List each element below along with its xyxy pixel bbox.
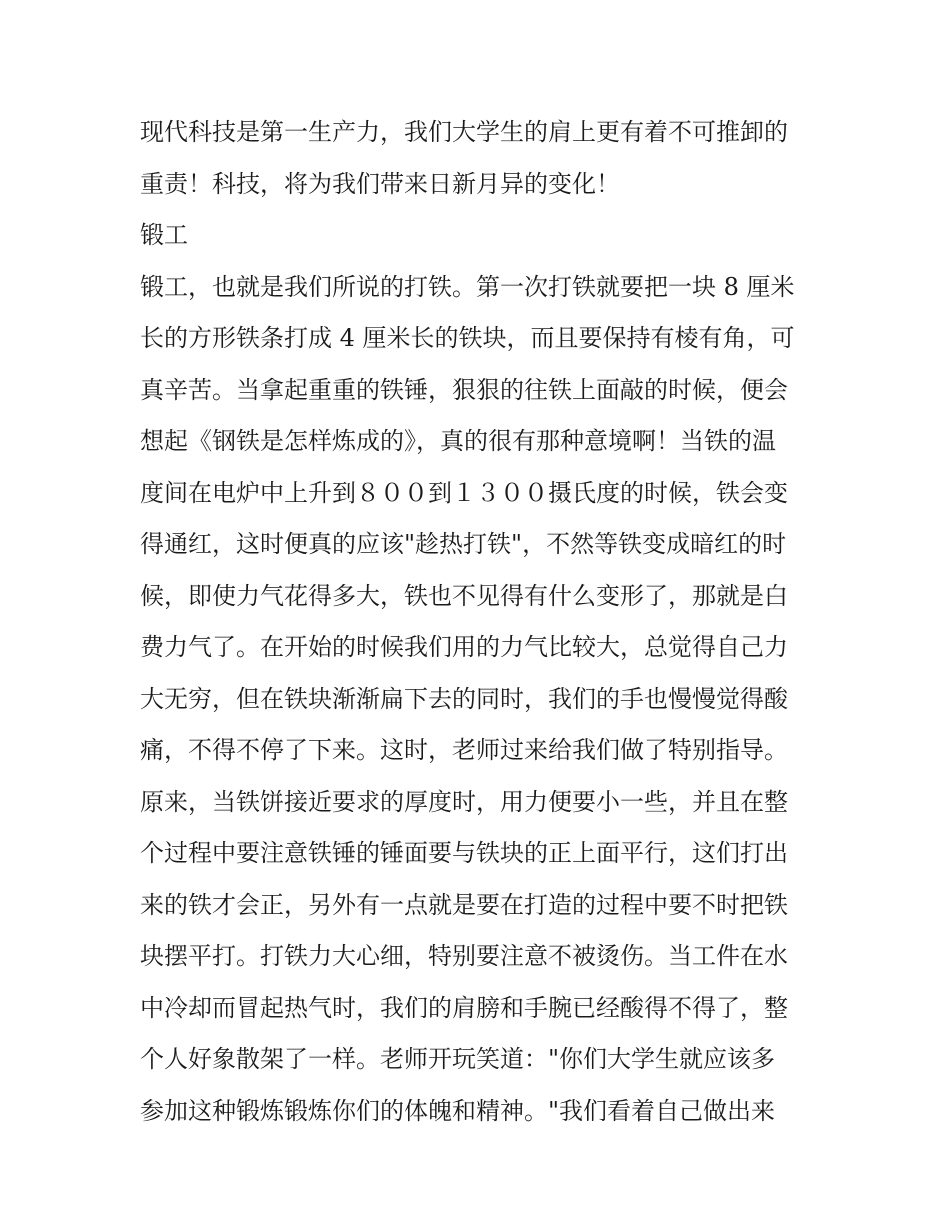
text-line: 块摆平打。打铁力大心细，特别要注意不被烫伤。当工件在水: [140, 942, 788, 970]
text-line: 中冷却而冒起热气时，我们的肩膀和手腕已经酸得不得了，整: [140, 993, 788, 1022]
text-line: 得通红，这时便真的应该"趁热打铁"，不然等铁变成暗红的时: [140, 530, 787, 558]
text-line: 大无穷，但在铁块渐渐扁下去的同时，我们的手也慢慢觉得酸: [140, 684, 788, 713]
text-line: 真辛苦。当拿起重重的铁锤，狠狠的往铁上面敲的时候，便会: [140, 375, 788, 404]
document-body: [140, 107, 815, 1137]
text-line: 费力气了。在开始的时候我们用的力气比较大，总觉得自己力: [140, 633, 788, 661]
text-line: 长的方形铁条打成 4 厘米长的铁块，而且要保持有棱有角，可: [140, 324, 795, 352]
text-line: 个过程中要注意铁锤的锤面要与铁块的正上面平行，这们打出: [140, 839, 788, 867]
text-line: 度间在电炉中上升到８００到１３００摄氏度的时候，铁会变: [140, 478, 788, 507]
text-line: 现代科技是第一生产力，我们大学生的肩上更有着不可推卸的: [140, 118, 788, 146]
text-line: 来的铁才会正，另外有一点就是要在打造的过程中要不时把铁: [140, 890, 788, 919]
text-line: 想起《钢铁是怎样炼成的》，真的很有那种意境啊！当铁的温: [140, 427, 776, 455]
text-line: 锻工，也就是我们所说的打铁。第一次打铁就要把一块 8 厘米: [140, 272, 795, 301]
text-line: 重责！科技，将为我们带来日新月异的变化！: [140, 169, 620, 198]
text-line: 候，即使力气花得多大，铁也不见得有什么变形了，那就是白: [140, 581, 788, 610]
section-heading: 锻工: [140, 221, 188, 249]
text-line: 参加这种锻炼锻炼你们的体魄和精神。"我们看着自己做出来: [140, 1096, 776, 1125]
text-line: 痛，不得不停了下来。这时，老师过来给我们做了特别指导。: [140, 736, 788, 764]
text-line: 原来，当铁饼接近要求的厚度时，用力便要小一些，并且在整: [140, 787, 788, 816]
text-line: 个人好象散架了一样。老师开玩笑道："你们大学生就应该多: [140, 1045, 776, 1073]
